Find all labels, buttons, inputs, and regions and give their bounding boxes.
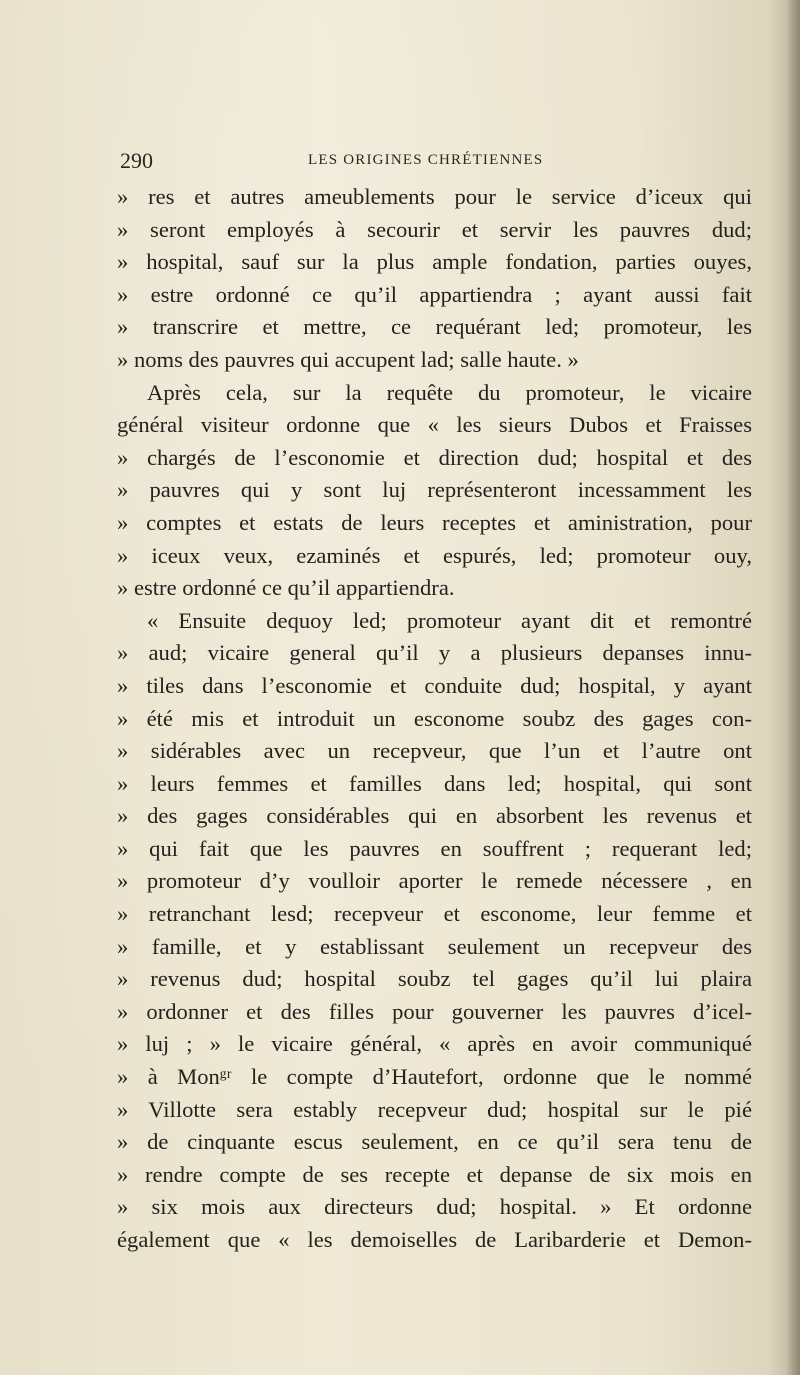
page-edge-shadow: [786, 0, 800, 1375]
text-line: général visiteur ordonne que « les sieurs Dubos et Fraisses: [117, 412, 752, 438]
page-number: 290: [120, 148, 153, 173]
text-line: également que « les demoiselles de Laribarderie et Demon-: [117, 1227, 752, 1252]
text-line: » sidérables avec un recepveur, que l’un et l’autre ont: [117, 738, 752, 764]
text-line: » luj ; » le vicaire général, « après en avoir communiqué: [117, 1031, 752, 1057]
text-line: » estre ordonné ce qu’il appartiendra ; ayant aussi fait: [117, 281, 752, 307]
text-line: » qui fait que les pauvres en souffrent ; requerant led;: [117, 835, 752, 861]
text-line: » transcrire et mettre, ce requérant led; promoteur, les: [117, 314, 752, 340]
text-line: » res et autres ameublements pour le service d’iceux qui: [117, 184, 752, 209]
text-line: » Villotte sera estably recepveur dud; hospital sur le pié: [117, 1096, 752, 1122]
text-line: » de cinquante escus seulement, en ce qu’il sera tenu de: [117, 1129, 752, 1155]
text-line: » leurs femmes et familles dans led; hospital, qui sont: [117, 770, 752, 796]
text-line: » comptes et estats de leurs receptes et aministration, pour: [117, 509, 752, 535]
text-line: » pauvres qui y sont luj représenteront incessamment les: [117, 477, 752, 503]
text-line: « Ensuite dequoy led; promoteur ayant dit et remontré: [147, 607, 752, 633]
running-title: LES ORIGINES CHRÉTIENNES: [308, 152, 544, 168]
text-line: » noms des pauvres qui accupent lad; salle haute. »: [117, 346, 579, 372]
page-header: [120, 148, 752, 178]
text-line: » seront employés à secourir et servir les pauvres dud;: [117, 216, 752, 242]
text-line: » à Monᵍʳ le compte d’Hautefort, ordonne que le nommé: [117, 1064, 752, 1090]
text-line: » hospital, sauf sur la plus ample fondation, parties ouyes,: [117, 249, 752, 275]
text-line: » six mois aux directeurs dud; hospital. » Et ordonne: [117, 1194, 752, 1220]
text-line: » chargés de l’esconomie et direction dud; hospital et des: [117, 444, 752, 470]
text-line: » été mis et introduit un esconome soubz des gages con-: [117, 705, 752, 731]
text-line: » retranchant lesd; recepveur et esconome, leur femme et: [117, 901, 752, 927]
text-line: » des gages considérables qui en absorbent les revenus et: [117, 803, 752, 829]
text-line: Après cela, sur la requête du promoteur, le vicaire: [147, 379, 752, 405]
text-line: » estre ordonné ce qu’il appartiendra.: [117, 575, 455, 601]
text-line: » revenus dud; hospital soubz tel gages qu’il lui plaira: [117, 966, 752, 992]
text-line: » rendre compte de ses recepte et depanse de six mois en: [117, 1161, 752, 1187]
text-line: » promoteur d’y voulloir aporter le remede nécessere , en: [117, 868, 752, 894]
text-line: » famille, et y establissant seulement un recepveur des: [117, 933, 752, 959]
text-line: » iceux veux, ezaminés et espurés, led; promoteur ouy,: [117, 542, 752, 568]
text-line: » ordonner et des filles pour gouverner les pauvres d’icel-: [117, 998, 752, 1024]
body-text: [117, 181, 752, 1257]
text-line: » tiles dans l’esconomie et conduite dud; hospital, y ayant: [117, 672, 752, 698]
text-line: » aud; vicaire general qu’il y a plusieurs depanses innu-: [117, 640, 752, 666]
